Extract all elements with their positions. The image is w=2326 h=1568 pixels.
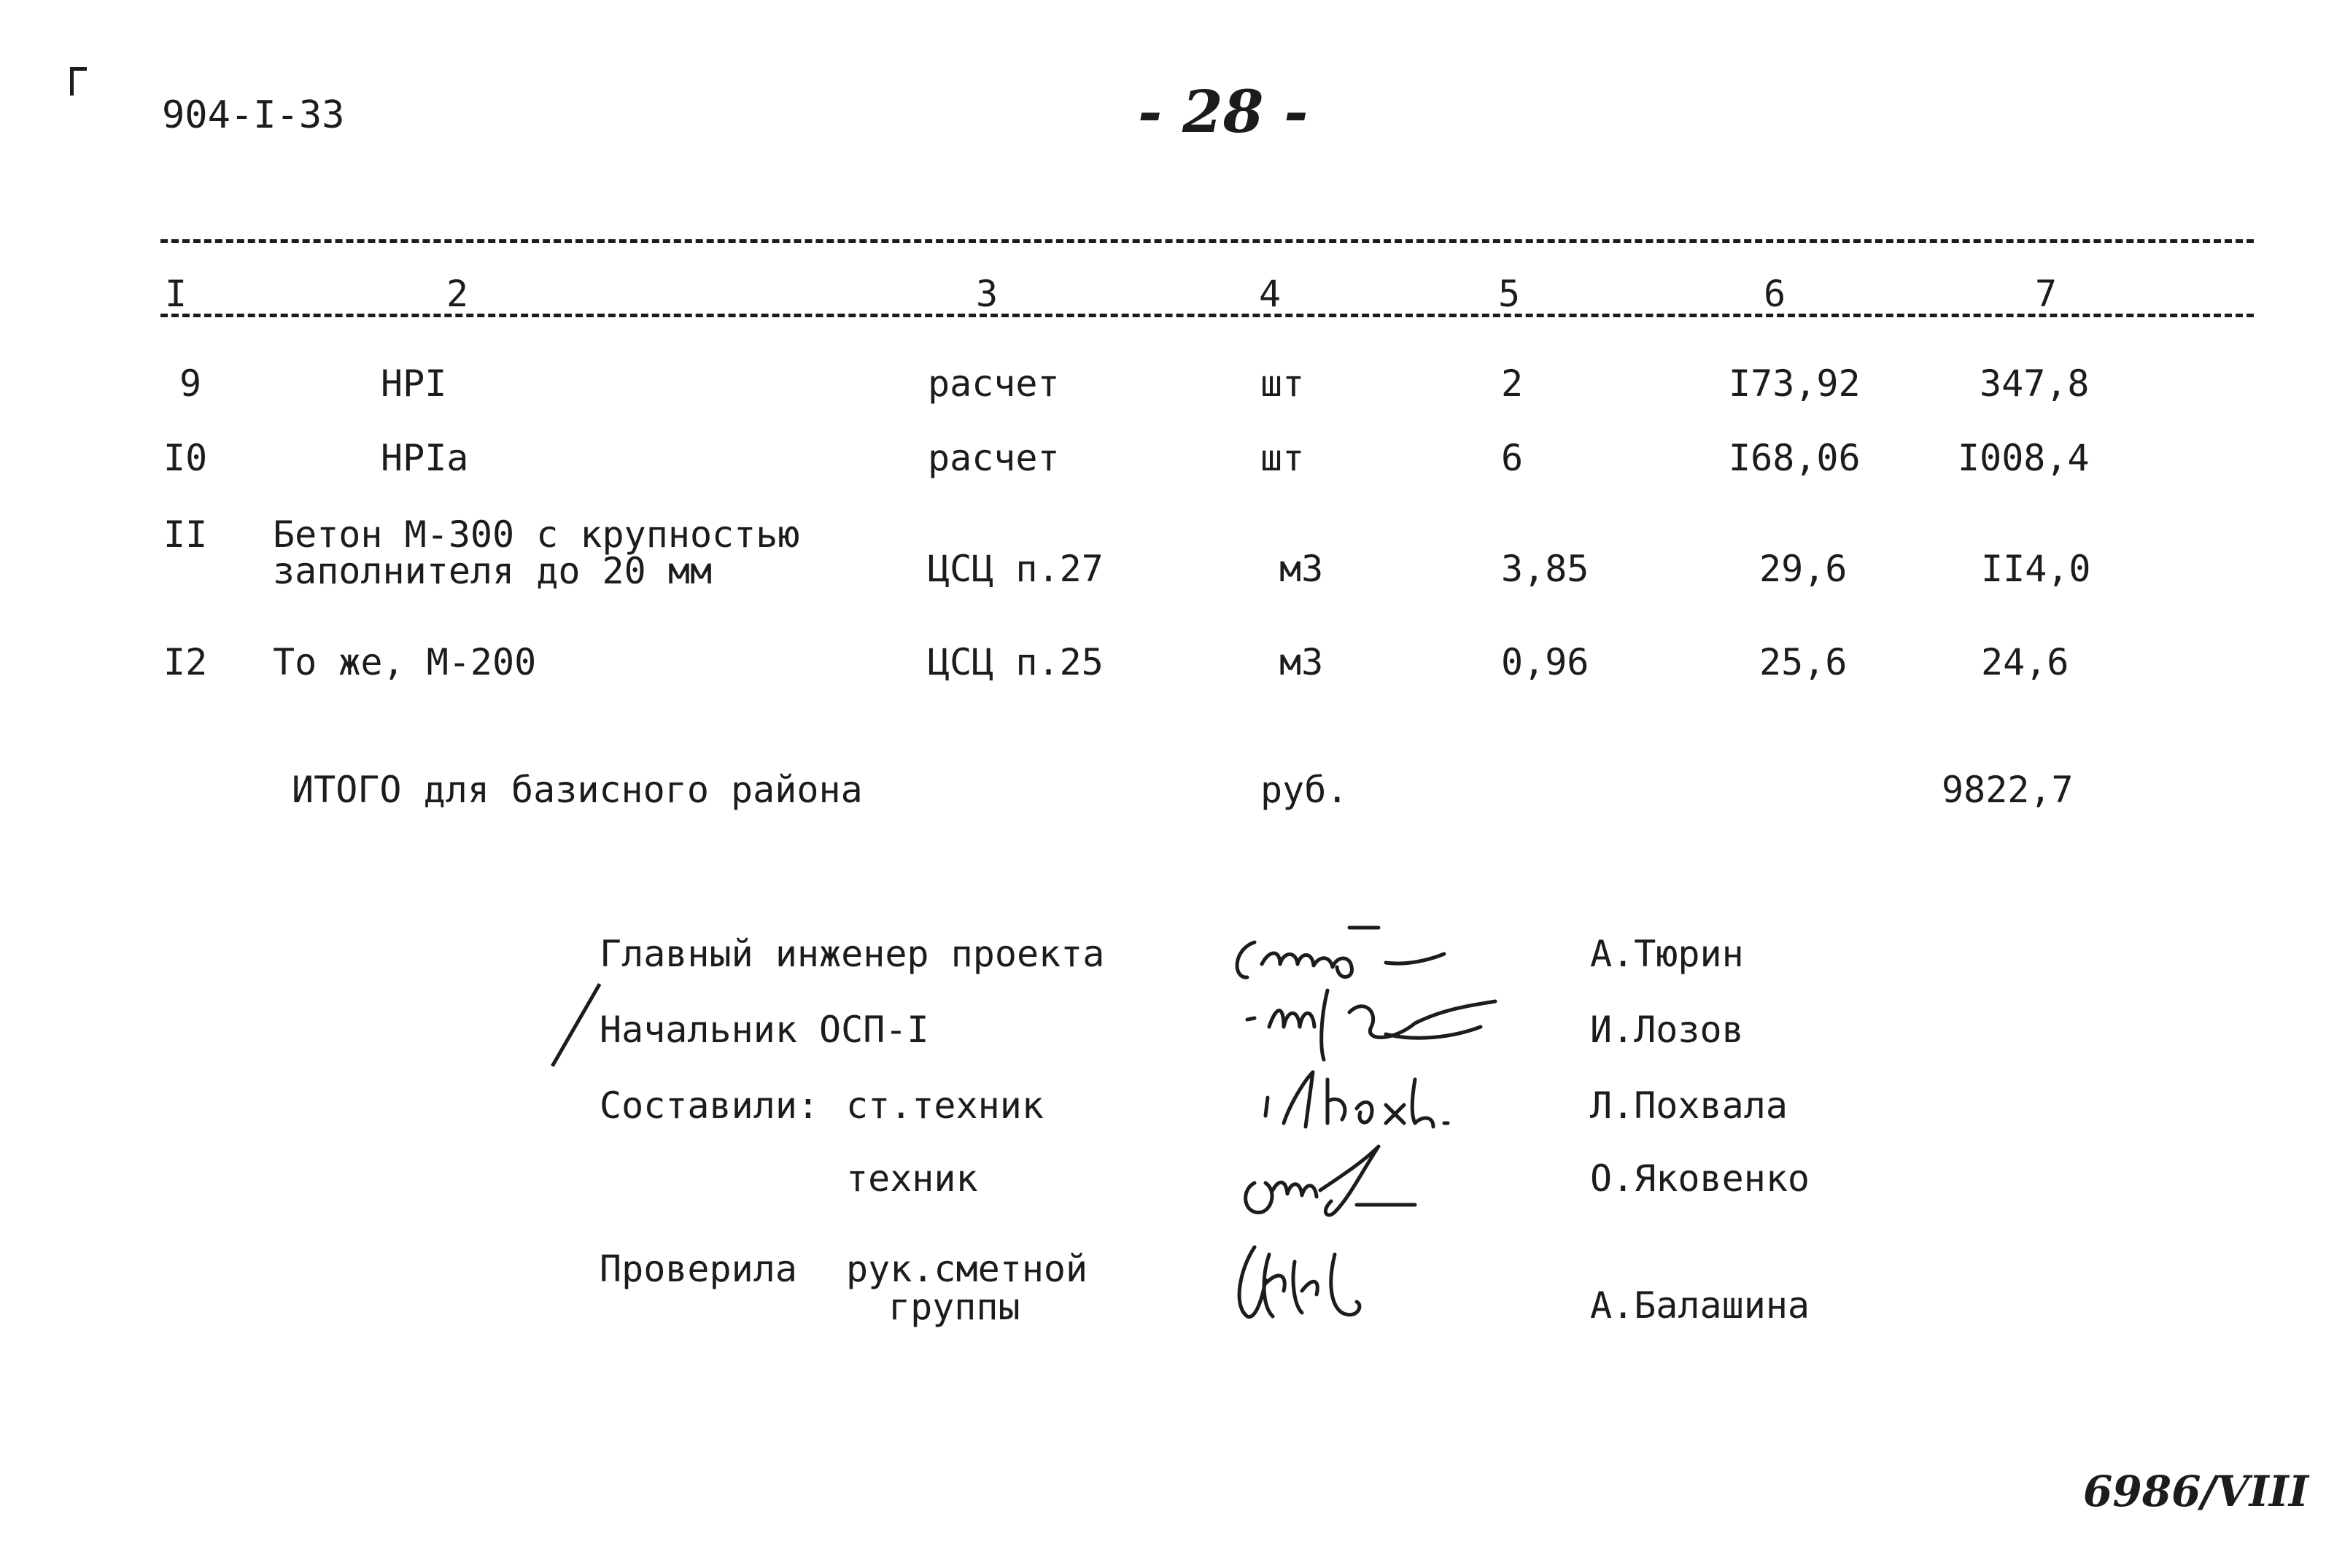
signatory-role-line2: группы	[888, 1286, 1020, 1328]
item-name: HPI	[381, 362, 447, 405]
signatory-name: А.Тюрин	[1590, 933, 1744, 975]
item-source: расчет	[928, 362, 1060, 405]
item-qty: 0,96	[1501, 641, 1589, 683]
col-num-3: 3	[976, 273, 999, 315]
item-qty: 2	[1501, 362, 1524, 405]
col-num-2: 2	[446, 273, 469, 315]
col-num-6: 6	[1764, 273, 1786, 315]
signatory-role: техник	[846, 1157, 978, 1200]
margin-slash	[551, 983, 601, 1067]
signatory-title: Проверила	[600, 1248, 797, 1290]
handwritten-signature	[1240, 1146, 1430, 1227]
item-price: 29,6	[1759, 548, 1848, 590]
item-source: расчет	[928, 437, 1060, 479]
item-source: ЦСЦ п.27	[928, 548, 1104, 590]
row-number: I0	[163, 437, 208, 479]
col-num-4: 4	[1259, 273, 1282, 315]
row-number: II	[163, 513, 208, 556]
table-top-rule	[160, 239, 2254, 243]
item-unit: м3	[1279, 641, 1324, 683]
item-price: I73,92	[1729, 362, 1861, 405]
signatory-title: Начальник ОСП-I	[600, 1009, 929, 1051]
signatory-name: И.Лозов	[1590, 1009, 1744, 1051]
summary-label: ИТОГО для базисного района	[292, 769, 863, 811]
summary-total: 9822,7	[1942, 769, 2074, 811]
signatory-name: А.Балашина	[1590, 1284, 1810, 1327]
signatory-name: О.Яковенко	[1590, 1157, 1810, 1200]
doc-number: 904-I-33	[162, 93, 345, 137]
signatory-name: Л.Похвала	[1590, 1084, 1788, 1127]
row-number: I2	[163, 641, 208, 683]
item-qty: 6	[1501, 437, 1524, 479]
corner-mark	[70, 67, 87, 96]
item-name: То же, М-200	[273, 641, 537, 683]
item-unit: шт	[1260, 437, 1305, 479]
handwritten-signature	[1225, 920, 1481, 986]
item-total: 347,8	[1980, 362, 2090, 405]
handwritten-signature	[1240, 983, 1510, 1063]
item-name: HPIa	[381, 437, 469, 479]
archive-stamp: 6986/VIII	[2083, 1467, 2309, 1516]
col-num-5: 5	[1498, 273, 1521, 315]
signatory-role: рук.сметной	[846, 1248, 1088, 1290]
handwritten-signature	[1262, 1065, 1481, 1138]
item-price: 25,6	[1759, 641, 1848, 683]
item-name: Бетон М-300 с крупностью	[273, 513, 800, 556]
item-unit: м3	[1279, 548, 1324, 590]
summary-unit: руб.	[1260, 769, 1349, 811]
table-header-rule	[160, 314, 2254, 317]
item-total: 24,6	[1981, 641, 2069, 683]
row-number: 9	[179, 362, 202, 405]
item-qty: 3,85	[1501, 548, 1589, 590]
item-price: I68,06	[1729, 437, 1861, 479]
col-num-1: I	[165, 273, 187, 315]
item-name-line2: заполнителя до 20 мм	[273, 550, 713, 592]
item-total: II4,0	[1981, 548, 2091, 590]
signatory-role: ст.техник	[846, 1084, 1044, 1127]
page-number: - 28 -	[1138, 77, 1309, 146]
item-unit: шт	[1260, 362, 1305, 405]
signatory-title: Главный инженер проекта	[600, 933, 1105, 975]
item-total: I008,4	[1958, 437, 2090, 479]
handwritten-signature	[1233, 1233, 1400, 1335]
item-source: ЦСЦ п.25	[928, 641, 1104, 683]
signatory-title: Составили:	[600, 1084, 820, 1127]
col-num-7: 7	[2035, 273, 2058, 315]
